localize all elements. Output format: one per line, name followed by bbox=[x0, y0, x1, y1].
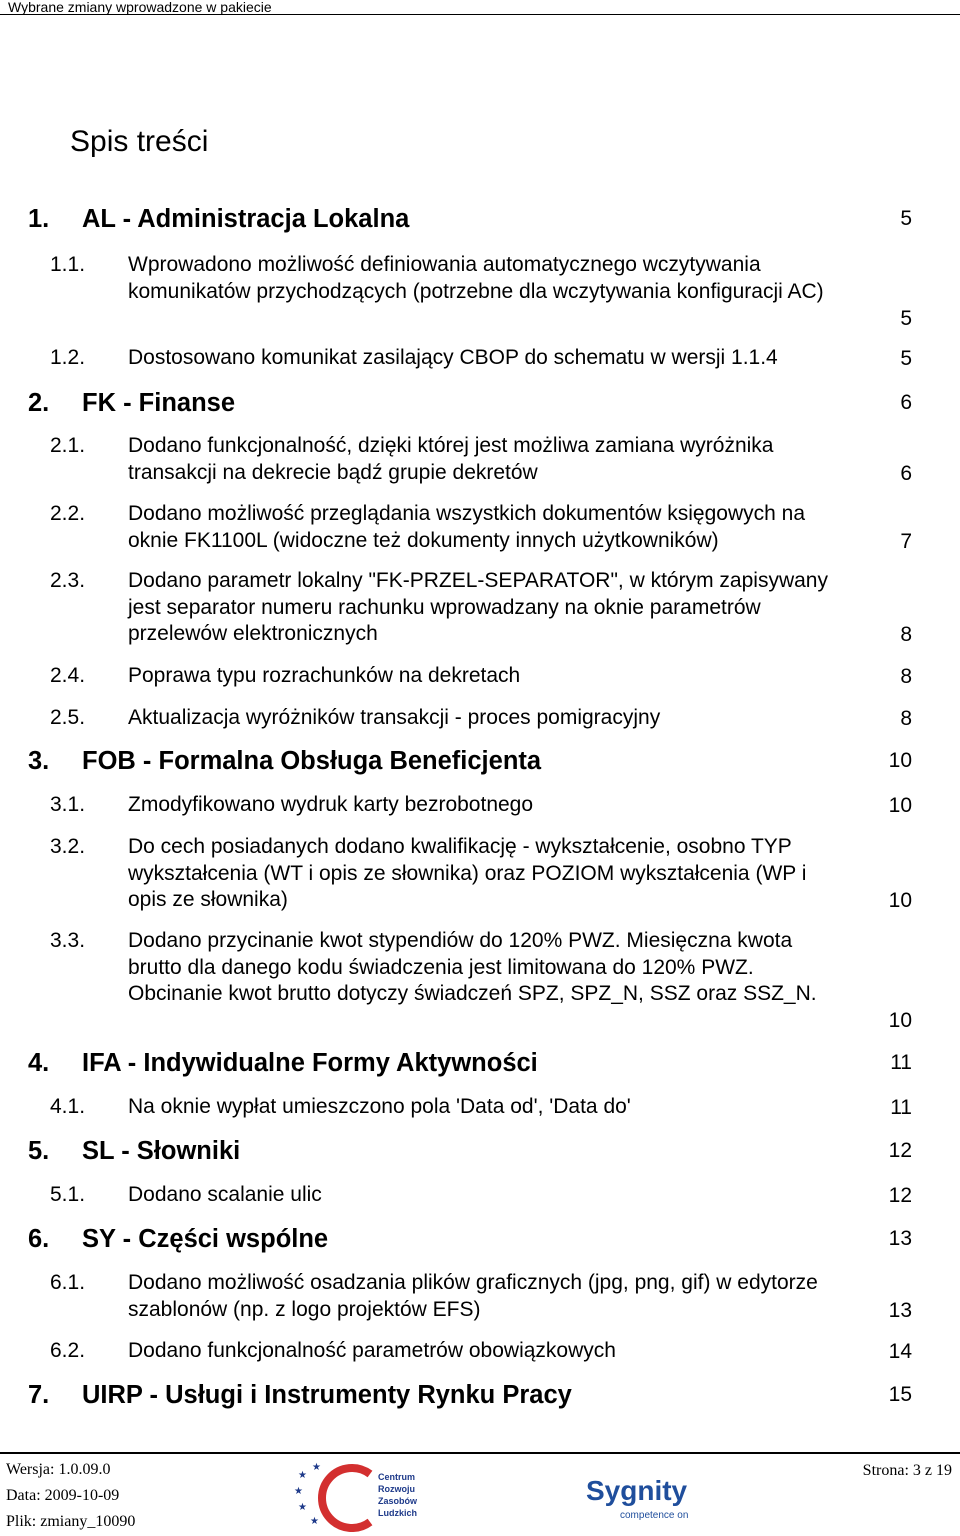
toc-entry-title: FOB - Formalna Obsługa Beneficjenta bbox=[82, 747, 542, 775]
svg-text:★: ★ bbox=[298, 1470, 307, 1481]
toc-entry-page: 12 bbox=[888, 1139, 912, 1162]
toc-entry[interactable] bbox=[0, 1094, 960, 1121]
toc-entry[interactable] bbox=[0, 568, 960, 648]
toc-entry-title: Dodano przycinanie kwot stypendiów do 120% PWZ. Miesięczna kwota brutto dla danego kodu świadczenia jest limitowana do 120% PWZ. Obcinanie kwot brutto dotyczy świadczeń SPZ, SPZ_N, SSZ oraz SSZ_N. bbox=[128, 929, 817, 1005]
toc-entry[interactable] bbox=[0, 1182, 960, 1209]
toc-entry-title: FK - Finanse bbox=[82, 389, 236, 417]
toc-entry[interactable] bbox=[0, 663, 960, 690]
toc-entry-title: Dodano możliwość osadzania plików graficznych (jpg, png, gif) w edytorze szablonów (np. z logo projektów EFS) bbox=[128, 1271, 818, 1321]
toc-entry-page: 7 bbox=[900, 529, 912, 553]
footer-page-info: Strona: 3 z 19 bbox=[862, 1462, 952, 1479]
toc-entry-number: 6.2. bbox=[50, 1339, 86, 1362]
toc-entry-title: IFA - Indywidualne Formy Aktywności bbox=[82, 1049, 538, 1077]
toc-entry-page: 8 bbox=[900, 664, 912, 688]
toc-entry-number: 6.1. bbox=[50, 1271, 86, 1294]
toc-entry-title: UIRP - Usługi i Instrumenty Rynku Pracy bbox=[82, 1381, 572, 1409]
toc-entry-page: 5 bbox=[900, 346, 912, 370]
toc-entry-title: Do cech posiadanych dodano kwalifikację - wykształcenie, osobno TYP wykształcenia (WT i opis ze słownika) oraz POZIOM wykształcenia (WP i opis ze słownika) bbox=[128, 835, 807, 911]
toc-entry-number: 6. bbox=[28, 1225, 50, 1253]
toc-entry-number: 1.1. bbox=[50, 253, 86, 276]
toc-entry-number: 2.5. bbox=[50, 706, 86, 729]
toc-entry-title: SL - Słowniki bbox=[82, 1137, 241, 1165]
logo1-line: Zasobów bbox=[378, 1496, 418, 1506]
toc-entry-number: 1. bbox=[28, 205, 50, 233]
toc-entry-title: Dostosowano komunikat zasilający CBOP do schematu w wersji 1.1.4 bbox=[128, 346, 778, 369]
header-title: Wybrane zmiany wprowadzone w pakiecie bbox=[8, 0, 272, 15]
logo1-line: Centrum bbox=[378, 1472, 416, 1482]
toc-entry-title: Dodano funkcjonalność, dzięki której jest możliwa zamiana wyróżnika transakcji na dekrecie bądź grupie dekretów bbox=[128, 434, 774, 484]
toc-entry-page: 10 bbox=[888, 1008, 912, 1032]
toc-entry[interactable] bbox=[0, 1270, 960, 1324]
footer-version: Wersja: 1.0.09.0 bbox=[6, 1461, 111, 1478]
toc-entry-page: 13 bbox=[888, 1227, 912, 1250]
toc-entry-title: Na oknie wypłat umieszczono pola 'Data od', 'Data do' bbox=[128, 1095, 631, 1118]
toc-entry-page: 13 bbox=[888, 1298, 912, 1322]
toc-entry-page: 10 bbox=[888, 749, 912, 772]
footer-date: Data: 2009-10-09 bbox=[6, 1487, 120, 1504]
toc-entry-title: Aktualizacja wyróżników transakcji - proces pomigracyjny bbox=[128, 706, 661, 729]
toc-entry-number: 4. bbox=[28, 1049, 50, 1077]
toc-entry-page: 8 bbox=[900, 622, 912, 646]
toc-entry[interactable] bbox=[0, 388, 960, 418]
svg-text:★: ★ bbox=[294, 1486, 303, 1497]
toc-entry-page: 11 bbox=[890, 1095, 912, 1119]
toc-entry-title: Dodano funkcjonalność parametrów obowiązkowych bbox=[128, 1339, 616, 1362]
toc-entry-number: 1.2. bbox=[50, 346, 86, 369]
toc-entry-number: 7. bbox=[28, 1381, 50, 1409]
toc-entry-number: 3.3. bbox=[50, 929, 86, 952]
toc-entry[interactable] bbox=[0, 1338, 960, 1365]
toc-entry[interactable] bbox=[0, 792, 960, 819]
toc-title: Spis treści bbox=[70, 125, 209, 158]
toc-entry-number: 2.1. bbox=[50, 434, 86, 457]
toc-entry[interactable] bbox=[0, 1224, 960, 1254]
toc-entry-title: Dodano parametr lokalny "FK-PRZEL-SEPARATOR", w którym zapisywany jest separator numeru rachunku wprowadzany na oknie parametrów przelewów elektronicznych bbox=[128, 569, 828, 645]
toc-entry-title: Poprawa typu rozrachunków na dekretach bbox=[128, 664, 521, 687]
logo1-line: Rozwoju bbox=[378, 1484, 415, 1494]
toc-entry[interactable] bbox=[0, 928, 960, 1034]
logo2-tagline: competence on bbox=[620, 1510, 689, 1521]
toc-entry-title: Zmodyfikowano wydruk karty bezrobotnego bbox=[128, 793, 534, 816]
toc-entry-number: 5.1. bbox=[50, 1183, 86, 1206]
toc-entry[interactable] bbox=[0, 501, 960, 555]
toc-entry-page: 5 bbox=[900, 207, 912, 230]
toc-entry-title: Dodano możliwość przeglądania wszystkich dokumentów księgowych na oknie FK1100L (widoczne też dokumenty innych użytkowników) bbox=[128, 502, 805, 552]
toc-entry-page: 10 bbox=[888, 793, 912, 817]
toc-entry-page: 15 bbox=[888, 1383, 912, 1406]
logo1-line: Ludzkich bbox=[378, 1508, 418, 1518]
toc-entry-number: 4.1. bbox=[50, 1095, 86, 1118]
toc-entry-number: 2.3. bbox=[50, 569, 86, 592]
svg-text:★: ★ bbox=[298, 1502, 307, 1513]
toc-entry-number: 3.2. bbox=[50, 835, 86, 858]
toc-entry-title: Wprowadono możliwość definiowania automatycznego wczytywania komunikatów przychodzących (potrzebne dla wczytywania konfiguracji AC) bbox=[128, 253, 824, 303]
toc-entry-page: 12 bbox=[888, 1183, 912, 1207]
footer-file: Plik: zmiany_10090 bbox=[6, 1513, 136, 1530]
toc-entry-number: 2. bbox=[28, 389, 50, 417]
toc-entry-page: 14 bbox=[888, 1339, 912, 1363]
toc-entry[interactable] bbox=[0, 746, 960, 776]
toc-entry-page: 6 bbox=[900, 391, 912, 414]
toc-entry[interactable] bbox=[0, 252, 960, 332]
toc-entry-page: 5 bbox=[900, 306, 912, 330]
page-footer bbox=[0, 1452, 960, 1536]
toc-entry[interactable] bbox=[0, 1136, 960, 1166]
crzl-logo bbox=[292, 1460, 432, 1532]
toc-entry-page: 11 bbox=[890, 1051, 912, 1074]
toc-entry[interactable] bbox=[0, 345, 960, 372]
toc-entry-number: 3. bbox=[28, 747, 50, 775]
toc-entry[interactable] bbox=[0, 433, 960, 487]
svg-text:★: ★ bbox=[312, 1462, 321, 1473]
page-header bbox=[0, 0, 960, 15]
toc-entry[interactable] bbox=[0, 834, 960, 914]
toc-entry-page: 8 bbox=[900, 706, 912, 730]
sygnity-logo bbox=[584, 1468, 704, 1528]
toc-entry-number: 2.2. bbox=[50, 502, 86, 525]
toc-entry-title: Dodano scalanie ulic bbox=[128, 1183, 322, 1206]
toc-entry-number: 3.1. bbox=[50, 793, 86, 816]
toc-entry[interactable] bbox=[0, 1048, 960, 1078]
toc-entry-number: 2.4. bbox=[50, 664, 86, 687]
toc-entry[interactable] bbox=[0, 204, 960, 234]
svg-text:★: ★ bbox=[310, 1516, 319, 1527]
logo2-name: Sygnity bbox=[586, 1475, 688, 1506]
toc-entry[interactable] bbox=[0, 705, 960, 732]
toc-entry[interactable] bbox=[0, 1380, 960, 1410]
toc-entry-title: AL - Administracja Lokalna bbox=[82, 205, 410, 233]
toc-entry-number: 5. bbox=[28, 1137, 50, 1165]
toc-entry-title: SY - Części wspólne bbox=[82, 1225, 329, 1253]
toc-entry-page: 6 bbox=[900, 461, 912, 485]
toc-entry-page: 10 bbox=[888, 888, 912, 912]
